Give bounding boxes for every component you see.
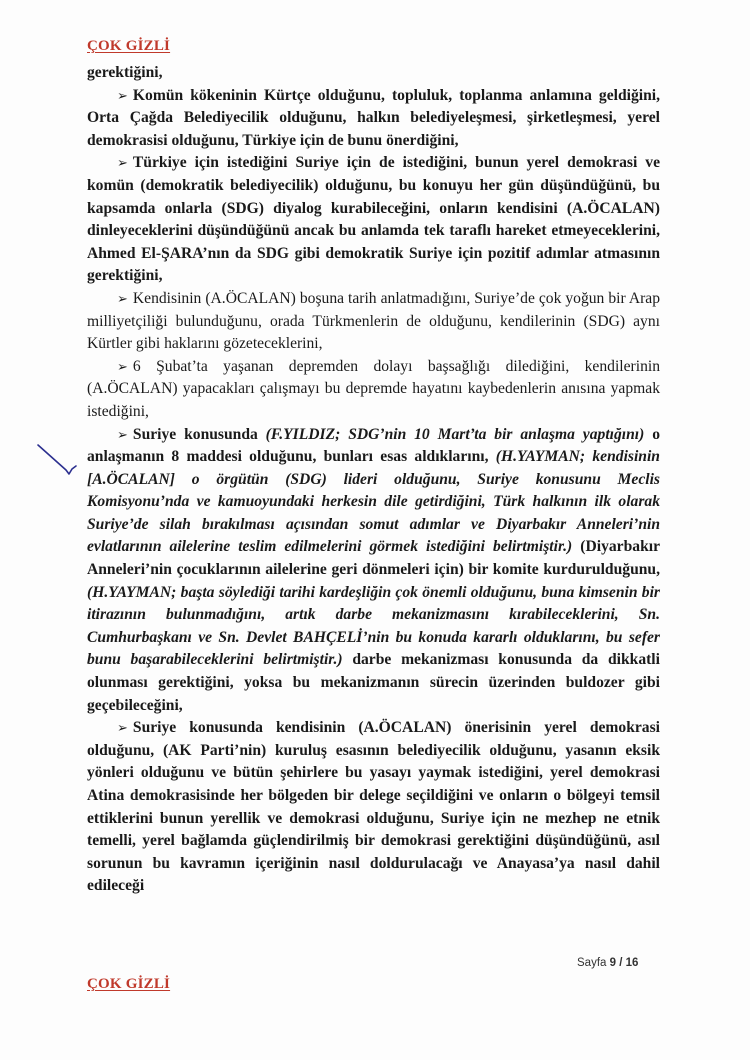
bullet-paragraph: ➢ Suriye konusunda kendisinin (A.ÖCALAN) önerisinin yerel demokrasi olduğunu, (AK Parti’nin) kuruluş esasının belediyecilik olduğunu, yasanın eksik yönleri olduğunu ve bütün şehirlere bu yasayı yaymak istediğini, yerel demokrasi Atina demokrasisinde her bölgeden bir delege seçildiğini ve onların o bölgeyi temsil ettiklerini bunun yerellik ve demokrasi olduğunu, Suriye için ne mezhep ne etnik temelli, yerel bağlamda güçlendirilmiş bir demokrasi gerektiğini düşündüğünü, asıl sorunun bu kavramın içeriğinin nasıl doldurulacağı ve Anayasa’ya nasıl dahil edileceği xyxy=(87,719,660,895)
paragraph-continuation: gerektiğini, xyxy=(87,64,163,81)
arrow-bullet-icon: ➢ xyxy=(117,358,128,374)
page-number: Sayfa 9 / 16 xyxy=(577,957,639,969)
classification-header: ÇOK GİZLİ xyxy=(87,38,171,54)
quoted-remark: (H.YAYMAN; başta söylediği tarihi kardeşliğin çok önemli olduğunu, buna kimsenin bir itirazının bulunmadığını, artık darbe mekanizmasını kırabileceklerini, Sn. Cumhurbaşkanı ve Sn. Devlet BAHÇELİ’nin bu konuda kararlı olduklarını, bu sefer bunu başarabileceklerini belirtmiştir.) xyxy=(87,583,660,669)
bullet-paragraph: ➢ Suriye konusunda (F.YILDIZ; SDG’nin 10 Mart’ta bir anlaşma yaptığını) o anlaşmanın 8 maddesi olduğunu, bunları esas aldıklarını, (H.YAYMAN; kendisinin [A.ÖCALAN] o örgütün (SDG) lideri olduğunu, Suriye konusunu Meclis Komisyonu’nda ve kamuoyundaki herkesin dile getirdiğini, Türk halkının ilk olarak Suriye’de silah bırakılması açısından somut adımlar ve Diyarbakır Anneleri’nin evlatlarının ailelerine teslim edilmelerini görmek istediğini belirtmiştir.) (Diyarbakır Anneleri’nin çocuklarının ailelerine geri dönmeleri için) bir komite kurdurulduğunu, (H.YAYMAN; başta söylediği tarihi kardeşliğin çok önemli olduğunu, buna kimsenin bir itirazının bulunmadığını, artık darbe mekanizmasını kırabileceklerini, Sn. Cumhurbaşkanı ve Sn. Devlet BAHÇELİ’nin bu konuda kararlı olduklarını, bu sefer bunu başarabileceklerini belirtmiştir.) darbe mekanizması konusunda da dikkatli olunması gerektiğini, yoksa bu mekanizmanın sürecin üzerinden buldozer gibi geçebileceğini, xyxy=(87,425,660,714)
bullet-paragraph: ➢ 6 Şubat’ta yaşanan depremden dolayı başsağlığı dilediğini, kendilerinin (A.ÖCALAN) yapacakları çalışmayı bu depremde hayatını kaybedenlerin anısına yapmak istediğini, xyxy=(87,357,660,420)
bullet-paragraph: ➢ Komün kökeninin Kürtçe olduğunu, topluluk, toplanma anlamına geldiğini, Orta Çağda Belediyecilik olduğunu, halkın belediyeleşmesi, şirketleşmesi, yerel demokrasisi olduğunu, Türkiye için de bunu önerdiğini, xyxy=(87,86,660,149)
bullet-paragraph: ➢ Kendisinin (A.ÖCALAN) boşuna tarih anlatmadığını, Suriye’de çok yoğun bir Arap milliyetçiliği bulunduğunu, orada Türkmenlerin de olduğunu, kendilerinin (SDG) aynı Kürtler gibi haklarını gözeteceklerini, xyxy=(87,289,660,353)
quoted-remark: (H.YAYMAN; kendisinin [A.ÖCALAN] o örgütün (SDG) lideri olduğunu, Suriye konusunu Meclis Komisyonu’nda ve kamuoyundaki herkesin dile getirdiğini, Türk halkının ilk olarak Suriye’de silah bırakılması açısından somut adımlar ve Diyarbakır Anneleri’nin evlatlarının ailelerine teslim edilmelerini görmek istediğini belirtmiştir.) xyxy=(87,448,660,556)
bullet-paragraph: ➢ Türkiye için istediğini Suriye için de istediğini, bunun yerel demokrasi ve komün (demokratik belediyecilik) olduğunu, bu konuyu her gün düşündüğünü, bu kapsamda onlarla (SDG) diyalog kurabileceğini, onların kendisini (A.ÖCALAN) dinleyeceklerini düşündüğünü ancak bu anlamda tek taraflı hareket etmeyeceklerini, Ahmed El-ŞARA’nın da SDG gibi demokratik Suriye için pozitif adımlar atmasının gerektiğini, xyxy=(87,154,660,285)
classification-footer: ÇOK GİZLİ xyxy=(87,976,171,992)
arrow-bullet-icon: ➢ xyxy=(117,720,128,736)
arrow-bullet-icon: ➢ xyxy=(117,155,128,171)
document-body xyxy=(87,62,660,898)
handwritten-checkmark-icon xyxy=(36,443,82,477)
arrow-bullet-icon: ➢ xyxy=(117,426,128,442)
arrow-bullet-icon: ➢ xyxy=(117,290,128,306)
quoted-remark: (F.YILDIZ; SDG’nin 10 Mart’ta bir anlaşma yaptığını) xyxy=(265,425,645,443)
arrow-bullet-icon: ➢ xyxy=(117,87,128,103)
